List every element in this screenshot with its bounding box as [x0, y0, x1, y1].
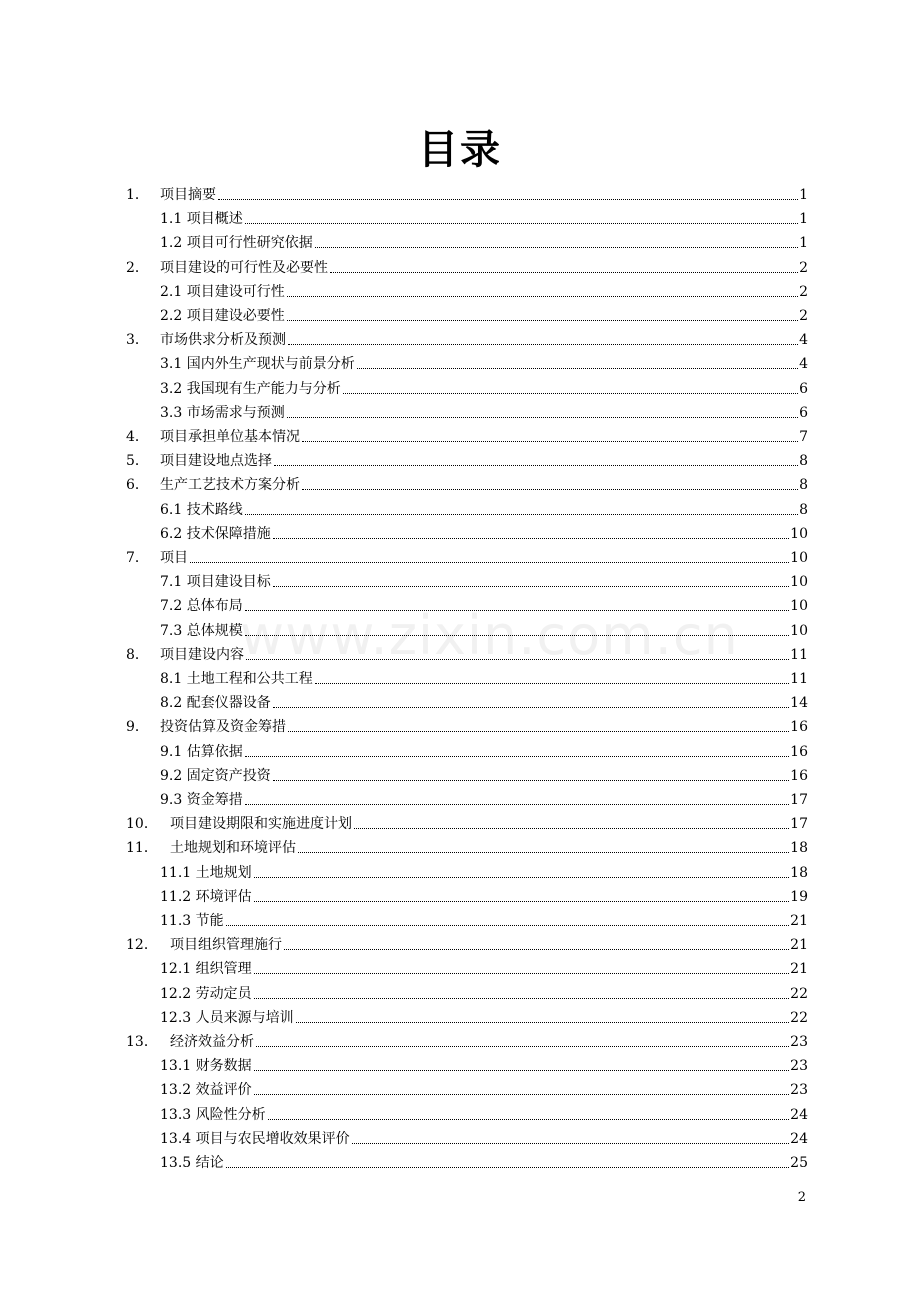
dot-leader	[245, 803, 789, 805]
toc-entry-label: 3.1 国内外生产现状与前景分析	[160, 356, 355, 373]
dot-leader	[302, 488, 798, 490]
toc-entry-label: 12.1 组织管理	[160, 961, 252, 978]
toc-entry[interactable]	[160, 692, 808, 714]
toc-entry-label: 13.4 项目与农民增收效果评价	[160, 1130, 350, 1147]
toc-entry-label: 7.1 项目建设目标	[160, 574, 271, 591]
toc-entry-page: 18	[790, 864, 808, 881]
toc-entry-page: 21	[790, 937, 808, 954]
watermark: www.zixin.com.cn	[240, 604, 739, 667]
toc-entry-page: 23	[790, 1058, 808, 1075]
dot-leader	[288, 730, 789, 732]
dot-leader	[254, 1093, 790, 1095]
toc-entry-page: 1	[799, 211, 808, 228]
toc-entry[interactable]	[160, 983, 808, 1005]
toc-entry[interactable]	[160, 620, 808, 642]
toc-entry-page: 4	[799, 356, 808, 373]
toc-entry[interactable]	[126, 426, 808, 448]
toc-entry[interactable]	[160, 910, 808, 932]
toc-entry[interactable]	[160, 1104, 808, 1126]
toc-entry-label: 6.1 技术路线	[160, 501, 243, 518]
dot-leader	[287, 319, 798, 321]
dot-leader	[218, 198, 798, 200]
toc-entry-label: 9.1 估算依据	[160, 743, 243, 760]
toc-entry-page: 7	[799, 429, 808, 445]
toc-entry[interactable]	[160, 232, 808, 254]
toc-entry[interactable]	[160, 886, 808, 908]
toc-entry-page: 10	[790, 598, 808, 615]
toc-entry-label: 13.2 效益评价	[160, 1082, 252, 1099]
toc-entry-page: 18	[790, 840, 808, 857]
toc-entry[interactable]	[160, 571, 808, 593]
toc-entry-page: 2	[799, 283, 808, 300]
dot-leader	[245, 634, 789, 636]
toc-entry-page: 4	[799, 332, 808, 349]
toc-entry[interactable]	[126, 644, 808, 666]
toc-entry-label: 9.3 资金筹措	[160, 792, 243, 808]
toc-entry[interactable]	[160, 668, 808, 690]
toc-entry[interactable]	[160, 958, 808, 980]
toc-entry-page: 17	[790, 792, 808, 808]
toc-entry[interactable]	[126, 837, 808, 859]
toc-entry-page: 10	[790, 525, 808, 542]
toc-entry[interactable]	[160, 523, 808, 545]
toc-entry-page: 21	[790, 913, 808, 929]
toc-entry-page: 21	[790, 961, 808, 978]
toc-entry-number: 10．	[126, 816, 158, 833]
toc-entry-page: 24	[790, 1106, 808, 1123]
toc-entry[interactable]	[160, 305, 808, 327]
toc-entry[interactable]	[126, 547, 808, 569]
toc-entry-page: 8	[799, 477, 808, 494]
toc-entry[interactable]	[126, 716, 808, 738]
dot-leader	[284, 948, 789, 950]
dot-leader	[254, 900, 790, 902]
toc-entry-label: 项目摘要	[160, 187, 216, 203]
dot-leader	[302, 440, 798, 442]
toc-entry-page: 1	[799, 235, 808, 252]
toc-entry[interactable]	[160, 765, 808, 787]
toc-entry-page: 8	[799, 501, 808, 518]
dot-leader	[330, 271, 798, 273]
dot-leader	[268, 1118, 790, 1120]
toc-entry-page: 2	[799, 308, 808, 324]
dot-leader	[296, 1021, 790, 1023]
dot-leader	[245, 609, 789, 611]
dot-leader	[274, 464, 798, 466]
toc-entry-page: 16	[790, 743, 808, 760]
toc-entry-label: 13.3 风险性分析	[160, 1106, 266, 1123]
dot-leader	[273, 585, 789, 587]
dot-leader	[315, 682, 789, 684]
toc-entry-label: 8.1 土地工程和公共工程	[160, 671, 313, 687]
toc-entry-page: 8	[799, 453, 808, 470]
toc-entry-page: 11	[790, 646, 808, 663]
toc-entry[interactable]	[126, 1031, 808, 1053]
dot-leader	[352, 1142, 790, 1144]
toc-entry-label: 13.5 结论	[160, 1155, 224, 1171]
toc-entry[interactable]	[126, 184, 808, 206]
toc-entry-label: 1.2 项目可行性研究依据	[160, 235, 313, 252]
toc-entry[interactable]	[126, 450, 808, 472]
toc-entry-page: 19	[790, 888, 808, 905]
toc-entry[interactable]	[126, 813, 808, 835]
toc-entry-page: 10	[790, 550, 808, 566]
toc-entry-label: 12.2 劳动定员	[160, 985, 252, 1002]
toc-entry-page: 1	[799, 187, 808, 203]
toc-entry-label: 项目建设地点选择	[160, 453, 272, 470]
toc-entry[interactable]	[126, 257, 808, 279]
toc-entry[interactable]	[160, 1055, 808, 1077]
toc-entry[interactable]	[160, 402, 808, 424]
dot-leader	[226, 1166, 790, 1168]
dot-leader	[256, 1045, 789, 1047]
toc-entry[interactable]	[160, 1079, 808, 1101]
toc-entry[interactable]	[160, 208, 808, 230]
toc-entry-label: 2.2 项目建设必要性	[160, 308, 285, 324]
dot-leader	[273, 706, 789, 708]
toc-entry[interactable]	[160, 499, 808, 521]
toc-entry[interactable]	[160, 741, 808, 763]
toc-entry-page: 6	[799, 380, 808, 397]
toc-entry[interactable]	[126, 329, 808, 351]
toc-entry-page: 10	[790, 574, 808, 591]
dot-leader	[273, 779, 789, 781]
toc-entry-number: 1．	[126, 187, 149, 203]
toc-entry-label: 项目建设的可行性及必要性	[160, 259, 328, 276]
toc-entry-number: 13．	[126, 1034, 158, 1050]
toc-entry[interactable]	[160, 378, 808, 400]
toc-entry-label: 7.3 总体规模	[160, 622, 243, 639]
toc-entry-number: 6．	[126, 477, 149, 494]
toc-entry-label: 土地规划和环境评估	[170, 840, 296, 857]
toc-entry[interactable]	[160, 595, 808, 617]
toc-entry-page: 17	[790, 816, 808, 833]
dot-leader	[254, 876, 790, 878]
toc-entry-label: 项目	[160, 550, 188, 566]
toc-entry[interactable]	[160, 281, 808, 303]
toc-entry-page: 11	[790, 671, 808, 687]
toc-entry-label: 项目建设期限和实施进度计划	[170, 816, 352, 833]
dot-leader	[190, 561, 789, 563]
dot-leader	[254, 997, 790, 999]
dot-leader	[226, 924, 790, 926]
toc-entry-page: 24	[790, 1130, 808, 1147]
toc-entry-label: 3.3 市场需求与预测	[160, 404, 285, 421]
toc-entry-number: 2．	[126, 259, 149, 276]
toc-entry-label: 1.1 项目概述	[160, 211, 243, 228]
toc-entry[interactable]	[160, 789, 808, 811]
toc-entry[interactable]	[126, 474, 808, 496]
toc-entry[interactable]	[160, 862, 808, 884]
toc-entry-label: 经济效益分析	[170, 1034, 254, 1050]
toc-entry-page: 23	[790, 1034, 808, 1050]
toc-entry-number: 7．	[126, 550, 149, 566]
toc-entry-number: 9．	[126, 719, 149, 736]
page-number: 2	[797, 1190, 806, 1205]
page-title: 目录	[418, 127, 502, 173]
toc-entry-label: 项目组织管理施行	[170, 937, 282, 954]
dot-leader	[273, 537, 789, 539]
toc-entry-page: 16	[790, 767, 808, 784]
toc-entry-number: 8．	[126, 646, 149, 663]
toc-entry[interactable]	[160, 353, 808, 375]
toc-entry-label: 项目建设内容	[160, 646, 244, 663]
toc-entry-label: 13.1 财务数据	[160, 1058, 252, 1075]
dot-leader	[343, 392, 798, 394]
toc-entry-number: 12．	[126, 937, 158, 954]
toc-entry-label: 投资估算及资金筹措	[160, 719, 286, 736]
toc-entry[interactable]	[126, 934, 808, 956]
toc-entry-label: 11.1 土地规划	[160, 864, 252, 881]
toc-entry-number: 3．	[126, 332, 149, 349]
toc-entry-label: 12.3 人员来源与培训	[160, 1009, 294, 1026]
toc-entry-label: 2.1 项目建设可行性	[160, 283, 285, 300]
toc-entry-page: 22	[790, 1009, 808, 1026]
toc-entry-number: 11．	[126, 840, 158, 857]
dot-leader	[287, 416, 798, 418]
toc-entry-page: 6	[799, 404, 808, 421]
toc-entry-label: 项目承担单位基本情况	[160, 429, 300, 445]
toc-entry-label: 11.2 环境评估	[160, 888, 252, 905]
dot-leader	[254, 972, 790, 974]
dot-leader	[354, 827, 789, 829]
toc-entry-label: 生产工艺技术方案分析	[160, 477, 300, 494]
toc-entry-label: 3.2 我国现有生产能力与分析	[160, 380, 341, 397]
dot-leader	[245, 513, 798, 515]
dot-leader	[357, 367, 798, 369]
toc-entry-number: 5．	[126, 453, 149, 470]
dot-leader	[287, 295, 798, 297]
toc-entry-page: 16	[790, 719, 808, 736]
dot-leader	[288, 343, 798, 345]
toc-entry-page: 25	[790, 1155, 808, 1171]
toc-entry-page: 23	[790, 1082, 808, 1099]
dot-leader	[315, 246, 798, 248]
dot-leader	[254, 1069, 790, 1071]
toc-entry[interactable]	[160, 1007, 808, 1029]
dot-leader	[245, 755, 789, 757]
toc-entry-label: 8.2 配套仪器设备	[160, 695, 271, 712]
dot-leader	[246, 658, 789, 660]
toc-entry-page: 14	[790, 695, 808, 712]
toc-entry[interactable]	[160, 1128, 808, 1150]
toc-entry-label: 市场供求分析及预测	[160, 332, 286, 349]
toc-entry-page: 10	[790, 622, 808, 639]
toc-entry-label: 7.2 总体布局	[160, 598, 243, 615]
toc-entry[interactable]	[160, 1152, 808, 1174]
dot-leader	[298, 851, 789, 853]
toc-entry-page: 2	[799, 259, 808, 276]
toc-entry-number: 4．	[126, 429, 149, 445]
dot-leader	[245, 222, 798, 224]
toc-entry-label: 6.2 技术保障措施	[160, 525, 271, 542]
toc-entry-page: 22	[790, 985, 808, 1002]
toc-entry-label: 11.3 节能	[160, 913, 224, 929]
toc-entry-label: 9.2 固定资产投资	[160, 767, 271, 784]
